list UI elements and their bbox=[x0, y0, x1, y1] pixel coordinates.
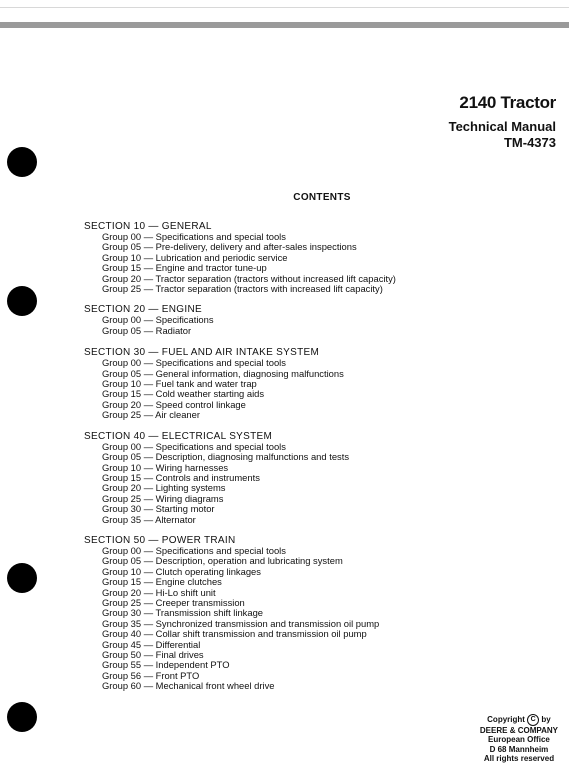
table-of-contents bbox=[84, 221, 514, 702]
toc-section bbox=[84, 535, 514, 692]
manual-number: TM-4373 bbox=[503, 135, 556, 150]
toc-section bbox=[84, 431, 514, 525]
binder-hole-icon bbox=[7, 563, 37, 593]
toc-group-item: Group 35 — Alternator bbox=[102, 513, 196, 525]
toc-group-item: Group 25 — Wiring diagrams bbox=[102, 492, 224, 504]
toc-group-item: Group 00 — Specifications and special tools bbox=[102, 357, 286, 369]
title-block bbox=[449, 93, 556, 150]
section-title: SECTION 50 — POWER TRAIN bbox=[84, 534, 236, 546]
toc-section bbox=[84, 221, 514, 294]
toc-group-item: Group 30 — Starting motor bbox=[102, 503, 215, 515]
toc-group-item: Group 20 — Speed control linkage bbox=[102, 398, 246, 410]
section-title: SECTION 10 — GENERAL bbox=[84, 221, 212, 232]
copyright-prefix: Copyright bbox=[487, 715, 525, 725]
toc-section bbox=[84, 347, 514, 420]
top-thin-rule bbox=[0, 7, 569, 8]
toc-section bbox=[84, 304, 514, 336]
binder-hole-icon bbox=[7, 147, 37, 177]
toc-group-item: Group 30 — Transmission shift linkage bbox=[102, 607, 264, 619]
toc-group-item: Group 15 — Controls and instruments bbox=[102, 471, 260, 483]
toc-group-item: Group 25 — Creeper transmission bbox=[102, 596, 245, 608]
copyright-office: European Office bbox=[488, 735, 550, 745]
toc-group-item: Group 00 — Specifications and special tools bbox=[102, 544, 286, 556]
toc-group-item: Group 20 — Tractor separation (tractors without increased lift capacity) bbox=[102, 272, 396, 284]
toc-group-item: Group 45 — Differential bbox=[102, 638, 201, 650]
toc-group-item: Group 25 — Air cleaner bbox=[102, 409, 200, 421]
toc-group-item: Group 00 — Specifications and special tools bbox=[102, 231, 286, 242]
toc-group-item: Group 20 — Hi-Lo shift unit bbox=[102, 586, 216, 598]
toc-group-item: Group 50 — Final drives bbox=[102, 649, 204, 660]
toc-group-item: Group 05 — Description, operation and lubricating system bbox=[102, 555, 343, 567]
copyright-symbol-icon: C bbox=[527, 714, 539, 726]
section-title: SECTION 30 — FUEL AND AIR INTAKE SYSTEM bbox=[84, 347, 320, 359]
toc-group-item: Group 10 — Lubrication and periodic service bbox=[102, 251, 288, 263]
contents-heading: CONTENTS bbox=[293, 192, 351, 203]
toc-group-item: Group 60 — Mechanical front wheel drive bbox=[102, 680, 275, 692]
toc-group-item: Group 10 — Wiring harnesses bbox=[102, 461, 229, 473]
copyright-block bbox=[480, 714, 558, 763]
toc-group-item: Group 15 — Cold weather starting aids bbox=[102, 388, 265, 400]
page-title: 2140 Tractor bbox=[459, 93, 556, 112]
toc-group-item: Group 55 — Independent PTO bbox=[102, 659, 230, 671]
manual-label: Technical Manual bbox=[448, 119, 556, 134]
section-title: SECTION 40 — ELECTRICAL SYSTEM bbox=[84, 430, 273, 442]
toc-group-item: Group 05 — General information, diagnosing malfunctions bbox=[102, 367, 344, 379]
toc-group-item: Group 10 — Fuel tank and water trap bbox=[102, 378, 257, 390]
copyright-suffix: by bbox=[541, 715, 551, 725]
toc-group-item: Group 00 — Specifications bbox=[102, 314, 214, 326]
toc-group-item: Group 40 — Collar shift transmission and transmission oil pump bbox=[102, 628, 367, 640]
toc-group-item: Group 05 — Description, diagnosing malfunctions and tests bbox=[102, 451, 350, 463]
binder-hole-icon bbox=[7, 702, 37, 732]
copyright-city: D 68 Mannheim bbox=[489, 744, 549, 754]
toc-group-item: Group 15 — Engine clutches bbox=[102, 576, 222, 588]
toc-group-item: Group 20 — Lighting systems bbox=[102, 482, 226, 494]
toc-group-item: Group 10 — Clutch operating linkages bbox=[102, 565, 261, 577]
toc-group-item: Group 35 — Synchronized transmission and transmission oil pump bbox=[102, 617, 380, 629]
copyright-rights: All rights reserved bbox=[483, 753, 555, 763]
toc-group-item: Group 56 — Front PTO bbox=[102, 669, 200, 681]
toc-group-item: Group 15 — Engine and tractor tune-up bbox=[102, 262, 267, 274]
section-title: SECTION 20 — ENGINE bbox=[84, 304, 202, 316]
top-rule bbox=[0, 22, 569, 28]
binder-hole-icon bbox=[7, 286, 37, 316]
toc-group-item: Group 00 — Specifications and special tools bbox=[102, 440, 286, 452]
toc-group-item: Group 05 — Pre-delivery, delivery and after-sales inspections bbox=[102, 241, 357, 253]
copyright-company: DEERE & COMPANY bbox=[479, 726, 558, 735]
toc-group-item: Group 05 — Radiator bbox=[102, 324, 192, 336]
toc-group-item: Group 25 — Tractor separation (tractors with increased lift capacity) bbox=[102, 283, 383, 295]
